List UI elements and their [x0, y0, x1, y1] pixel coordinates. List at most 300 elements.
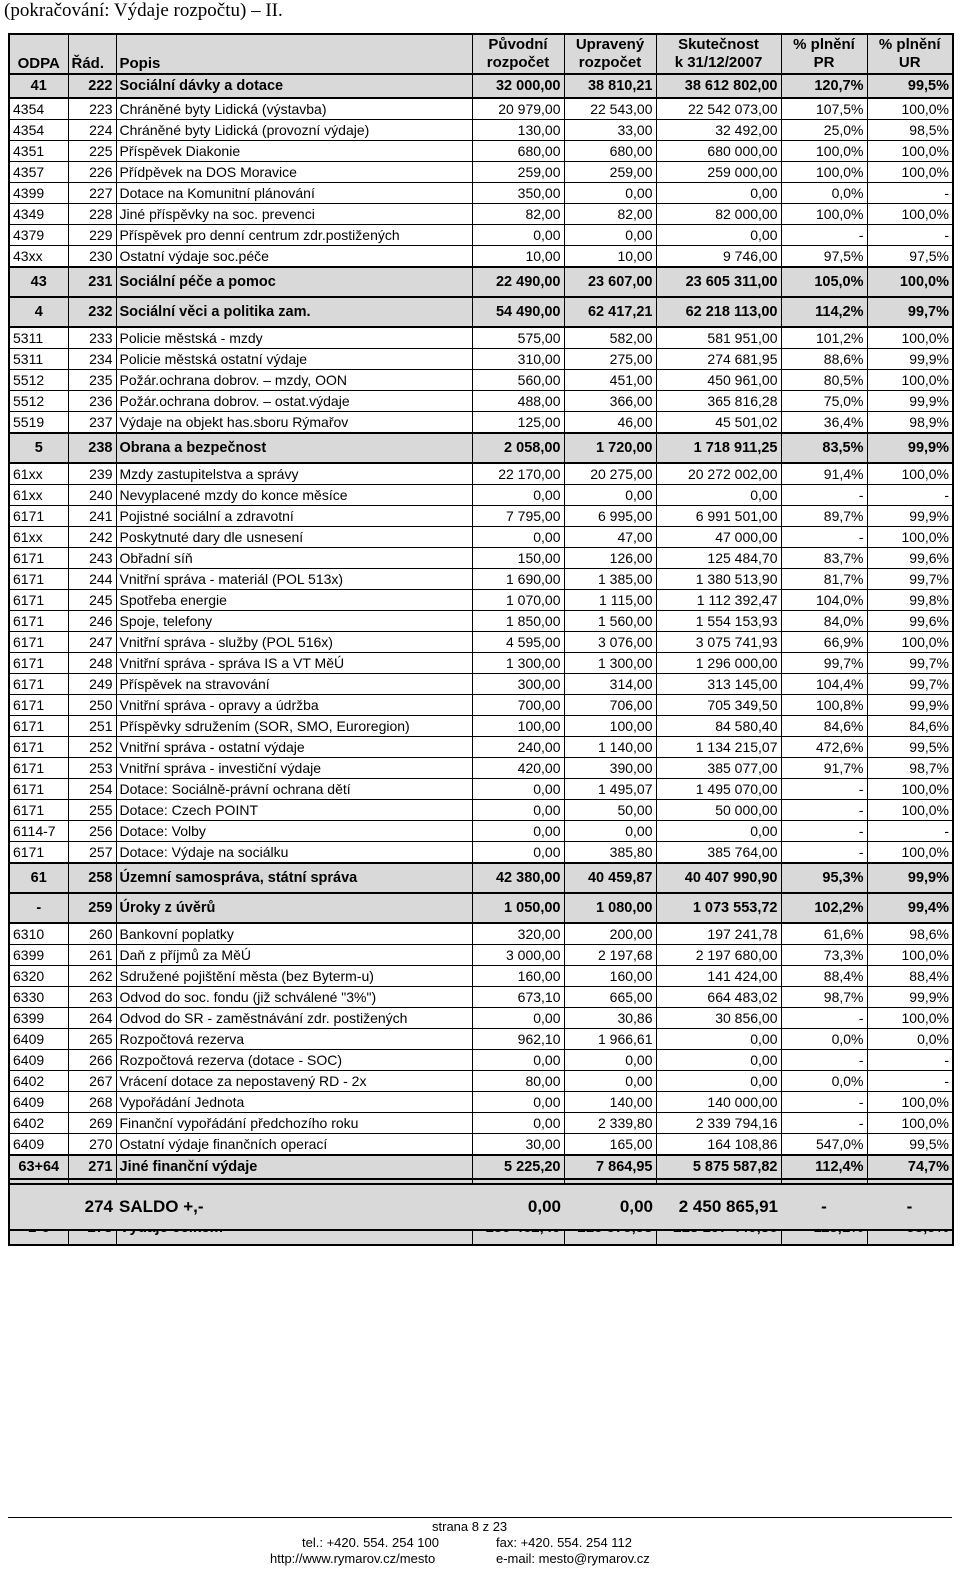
cell-puvodni: 32 000,00: [472, 74, 564, 98]
cell-upraveny: 33,00: [564, 120, 656, 141]
cell-popis: Dotace: Czech POINT: [116, 800, 472, 821]
cell-plneni-pr: 114,2%: [781, 297, 867, 327]
cell-popis: Vnitřní správa - materiál (POL 513x): [116, 569, 472, 590]
saldo-ppr: -: [821, 1197, 827, 1216]
cell-plneni-ur: 100,0%: [867, 327, 953, 349]
cell-odpa: 6399: [9, 945, 68, 966]
cell-skutecnost: 0,00: [656, 821, 781, 842]
cell-plneni-ur: 98,6%: [867, 923, 953, 945]
cell-popis: Dotace: Výdaje na sociálku: [116, 842, 472, 864]
cell-puvodni: 0,00: [472, 821, 564, 842]
cell-skutecnost: 6 991 501,00: [656, 506, 781, 527]
cell-skutecnost: 313 145,00: [656, 674, 781, 695]
cell-puvodni: 80,00: [472, 1071, 564, 1092]
table-row: [9, 183, 953, 204]
cell-plneni-ur: 99,5%: [867, 1134, 953, 1156]
cell-popis: Sociální dávky a dotace: [116, 74, 472, 98]
cell-rad: 260: [68, 923, 116, 945]
table-row: [9, 1071, 953, 1092]
footer-divider: [8, 1517, 952, 1518]
cell-skutecnost: 1 073 553,72: [656, 893, 781, 923]
cell-skutecnost: 62 218 113,00: [656, 297, 781, 327]
cell-popis: Dotace na Komunitní plánování: [116, 183, 472, 204]
cell-rad: 244: [68, 569, 116, 590]
table-row: [9, 945, 953, 966]
cell-rad: 235: [68, 370, 116, 391]
cell-odpa: -: [9, 893, 68, 923]
cell-puvodni: 1 070,00: [472, 590, 564, 611]
cell-popis: Vnitřní správa - služby (POL 516x): [116, 632, 472, 653]
cell-puvodni: 420,00: [472, 758, 564, 779]
cell-plneni-pr: 472,6%: [781, 737, 867, 758]
cell-rad: 256: [68, 821, 116, 842]
table-row: [9, 98, 953, 120]
cell-puvodni: 310,00: [472, 349, 564, 370]
cell-skutecnost: 365 816,28: [656, 391, 781, 412]
cell-popis: Požár.ochrana dobrov. – mzdy, OON: [116, 370, 472, 391]
cell-upraveny: 2 197,68: [564, 945, 656, 966]
cell-plneni-pr: 101,2%: [781, 327, 867, 349]
cell-skutecnost: 0,00: [656, 1050, 781, 1071]
cell-puvodni: 0,00: [472, 1050, 564, 1071]
cell-puvodni: 0,00: [472, 1092, 564, 1113]
header-puvodni: Původní rozpočet: [472, 34, 564, 74]
cell-odpa: 6409: [9, 1050, 68, 1071]
cell-popis: Jiné příspěvky na soc. prevenci: [116, 204, 472, 225]
table-row: [9, 695, 953, 716]
subtotal-row: [9, 433, 953, 463]
cell-upraveny: 47,00: [564, 527, 656, 548]
table-row: [9, 1134, 953, 1156]
page-title: (pokračování: Výdaje rozpočtu) – II.: [4, 0, 283, 21]
saldo-sk: 2 450 865,91: [678, 1197, 778, 1216]
cell-upraveny: 451,00: [564, 370, 656, 391]
cell-upraveny: 10,00: [564, 246, 656, 268]
cell-plneni-ur: 100,0%: [867, 779, 953, 800]
cell-plneni-ur: 100,0%: [867, 141, 953, 162]
cell-plneni-pr: 91,7%: [781, 758, 867, 779]
cell-odpa: 5311: [9, 327, 68, 349]
cell-plneni-pr: 0,0%: [781, 1029, 867, 1050]
cell-plneni-ur: 99,4%: [867, 893, 953, 923]
cell-puvodni: 1 850,00: [472, 611, 564, 632]
cell-plneni-pr: -: [781, 1008, 867, 1029]
cell-popis: Dotace: Volby: [116, 821, 472, 842]
table-row: [9, 1008, 953, 1029]
cell-upraveny: 0,00: [564, 1050, 656, 1071]
cell-puvodni: 0,00: [472, 1008, 564, 1029]
cell-plneni-pr: 84,6%: [781, 716, 867, 737]
cell-upraveny: 1 966,61: [564, 1029, 656, 1050]
cell-skutecnost: 274 681,95: [656, 349, 781, 370]
cell-puvodni: 575,00: [472, 327, 564, 349]
cell-puvodni: 700,00: [472, 695, 564, 716]
cell-skutecnost: 1 380 513,90: [656, 569, 781, 590]
cell-rad: 259: [68, 893, 116, 923]
cell-plneni-pr: -: [781, 800, 867, 821]
cell-odpa: 41: [9, 74, 68, 98]
cell-popis: Vrácení dotace za nepostavený RD - 2x: [116, 1071, 472, 1092]
table-row: [9, 1113, 953, 1134]
cell-upraveny: 23 607,00: [564, 267, 656, 297]
cell-rad: 269: [68, 1113, 116, 1134]
cell-upraveny: 40 459,87: [564, 863, 656, 893]
cell-plneni-ur: 99,9%: [867, 695, 953, 716]
cell-plneni-pr: 104,4%: [781, 674, 867, 695]
cell-upraveny: 1 080,00: [564, 893, 656, 923]
cell-plneni-pr: 75,0%: [781, 391, 867, 412]
cell-puvodni: 1 050,00: [472, 893, 564, 923]
cell-puvodni: 54 490,00: [472, 297, 564, 327]
cell-odpa: 6330: [9, 987, 68, 1008]
cell-plneni-pr: 91,4%: [781, 463, 867, 485]
cell-odpa: 6320: [9, 966, 68, 987]
table-row: [9, 141, 953, 162]
cell-skutecnost: 9 746,00: [656, 246, 781, 268]
cell-popis: Příspěvky sdružením (SOR, SMO, Euroregion): [116, 716, 472, 737]
cell-plneni-ur: 99,9%: [867, 863, 953, 893]
table-row: [9, 758, 953, 779]
cell-upraveny: 0,00: [564, 485, 656, 506]
cell-upraveny: 0,00: [564, 1071, 656, 1092]
cell-rad: 233: [68, 327, 116, 349]
cell-popis: Jiné finanční výdaje: [116, 1155, 472, 1179]
cell-popis: Odvod do soc. fondu (již schválené "3%"): [116, 987, 472, 1008]
table-row: [9, 1029, 953, 1050]
cell-puvodni: 0,00: [472, 1113, 564, 1134]
header-popis: Popis: [116, 34, 472, 74]
cell-odpa: 4: [9, 297, 68, 327]
cell-odpa: 6171: [9, 800, 68, 821]
cell-puvodni: 130,00: [472, 120, 564, 141]
cell-plneni-pr: 0,0%: [781, 1071, 867, 1092]
cell-plneni-ur: 99,9%: [867, 506, 953, 527]
table-row: [9, 463, 953, 485]
cell-upraveny: 7 864,95: [564, 1155, 656, 1179]
cell-skutecnost: 5 875 587,82: [656, 1155, 781, 1179]
cell-odpa: 6402: [9, 1071, 68, 1092]
cell-upraveny: 275,00: [564, 349, 656, 370]
cell-upraveny: 1 720,00: [564, 433, 656, 463]
cell-popis: Příspěvek pro denní centrum zdr.postižených: [116, 225, 472, 246]
cell-popis: Policie městská ostatní výdaje: [116, 349, 472, 370]
table-row: [9, 821, 953, 842]
cell-rad: 245: [68, 590, 116, 611]
cell-skutecnost: 2 339 794,16: [656, 1113, 781, 1134]
cell-popis: Dotace: Sociálně-právní ochrana dětí: [116, 779, 472, 800]
cell-rad: 248: [68, 653, 116, 674]
table-row: [9, 987, 953, 1008]
cell-skutecnost: 705 349,50: [656, 695, 781, 716]
cell-plneni-ur: 100,0%: [867, 1113, 953, 1134]
cell-plneni-pr: 83,7%: [781, 548, 867, 569]
cell-odpa: 6409: [9, 1029, 68, 1050]
cell-plneni-pr: 83,5%: [781, 433, 867, 463]
cell-plneni-ur: 99,6%: [867, 548, 953, 569]
cell-upraveny: 22 543,00: [564, 98, 656, 120]
cell-plneni-ur: 100,0%: [867, 1092, 953, 1113]
cell-rad: 234: [68, 349, 116, 370]
cell-plneni-ur: 99,9%: [867, 433, 953, 463]
cell-skutecnost: 0,00: [656, 485, 781, 506]
cell-plneni-ur: 99,7%: [867, 674, 953, 695]
cell-rad: 242: [68, 527, 116, 548]
table-row: [9, 632, 953, 653]
cell-plneni-ur: 99,9%: [867, 349, 953, 370]
cell-upraveny: 385,80: [564, 842, 656, 864]
cell-skutecnost: 1 554 153,93: [656, 611, 781, 632]
cell-plneni-ur: 100,0%: [867, 463, 953, 485]
cell-plneni-ur: -: [867, 821, 953, 842]
cell-popis: Rozpočtová rezerva: [116, 1029, 472, 1050]
cell-plneni-ur: 99,7%: [867, 653, 953, 674]
cell-plneni-pr: 105,0%: [781, 267, 867, 297]
cell-upraveny: 1 300,00: [564, 653, 656, 674]
cell-upraveny: 30,86: [564, 1008, 656, 1029]
cell-odpa: 6171: [9, 779, 68, 800]
cell-puvodni: 1 690,00: [472, 569, 564, 590]
cell-plneni-ur: 100,0%: [867, 1008, 953, 1029]
cell-rad: 246: [68, 611, 116, 632]
cell-popis: Sdružené pojištění města (bez Byterm-u): [116, 966, 472, 987]
cell-puvodni: 30,00: [472, 1134, 564, 1156]
cell-rad: 261: [68, 945, 116, 966]
cell-plneni-ur: 99,7%: [867, 297, 953, 327]
cell-plneni-ur: 98,9%: [867, 412, 953, 434]
cell-plneni-pr: 61,6%: [781, 923, 867, 945]
cell-rad: 237: [68, 412, 116, 434]
table-row: [9, 391, 953, 412]
cell-rad: 254: [68, 779, 116, 800]
cell-rad: 265: [68, 1029, 116, 1050]
header-plneni-ur: % plnění UR: [867, 34, 953, 74]
cell-odpa: 6171: [9, 695, 68, 716]
cell-plneni-ur: 100,0%: [867, 800, 953, 821]
footer-fax: fax: +420. 554. 254 112: [496, 1535, 633, 1550]
cell-odpa: 6409: [9, 1092, 68, 1113]
cell-skutecnost: 23 605 311,00: [656, 267, 781, 297]
cell-puvodni: 1 300,00: [472, 653, 564, 674]
cell-upraveny: 0,00: [564, 183, 656, 204]
cell-odpa: 6171: [9, 569, 68, 590]
cell-popis: Úroky z úvěrů: [116, 893, 472, 923]
cell-plneni-pr: 120,7%: [781, 74, 867, 98]
cell-rad: 240: [68, 485, 116, 506]
cell-plneni-pr: 97,5%: [781, 246, 867, 268]
table-row: [9, 485, 953, 506]
cell-odpa: 6171: [9, 506, 68, 527]
page-number: strana 8 z 23: [432, 1519, 508, 1534]
cell-odpa: 6409: [9, 1134, 68, 1156]
cell-puvodni: 4 595,00: [472, 632, 564, 653]
cell-popis: Vnitřní správa - investiční výdaje: [116, 758, 472, 779]
cell-plneni-pr: -: [781, 1092, 867, 1113]
cell-plneni-ur: 0,0%: [867, 1029, 953, 1050]
cell-upraveny: 62 417,21: [564, 297, 656, 327]
cell-upraveny: 582,00: [564, 327, 656, 349]
cell-plneni-ur: 100,0%: [867, 162, 953, 183]
cell-skutecnost: 680 000,00: [656, 141, 781, 162]
cell-rad: 222: [68, 74, 116, 98]
cell-plneni-pr: 112,4%: [781, 1155, 867, 1179]
cell-rad: 230: [68, 246, 116, 268]
cell-puvodni: 100,00: [472, 716, 564, 737]
cell-popis: Sociální věci a politika zam.: [116, 297, 472, 327]
cell-plneni-ur: 100,0%: [867, 527, 953, 548]
cell-odpa: 61: [9, 863, 68, 893]
footer-web-link[interactable]: http://www.rymarov.cz/mesto: [270, 1551, 436, 1566]
cell-plneni-pr: 66,9%: [781, 632, 867, 653]
cell-popis: Vypořádání Jednota: [116, 1092, 472, 1113]
cell-popis: Vnitřní správa - opravy a údržba: [116, 695, 472, 716]
cell-upraveny: 6 995,00: [564, 506, 656, 527]
cell-odpa: 61xx: [9, 463, 68, 485]
cell-popis: Příspěvek Diakonie: [116, 141, 472, 162]
cell-odpa: 5519: [9, 412, 68, 434]
cell-upraveny: 1 115,00: [564, 590, 656, 611]
cell-rad: 255: [68, 800, 116, 821]
cell-plneni-ur: 74,7%: [867, 1155, 953, 1179]
cell-plneni-pr: -: [781, 1113, 867, 1134]
cell-upraveny: 38 810,21: [564, 74, 656, 98]
cell-puvodni: 125,00: [472, 412, 564, 434]
cell-plneni-ur: 100,0%: [867, 370, 953, 391]
cell-rad: 224: [68, 120, 116, 141]
cell-popis: Chráněné byty Lidická (provozní výdaje): [116, 120, 472, 141]
table-row: [9, 246, 953, 268]
cell-rad: 251: [68, 716, 116, 737]
cell-upraveny: 314,00: [564, 674, 656, 695]
cell-odpa: 43xx: [9, 246, 68, 268]
cell-popis: Obřadní síň: [116, 548, 472, 569]
cell-plneni-pr: 100,0%: [781, 141, 867, 162]
cell-odpa: 6171: [9, 737, 68, 758]
cell-puvodni: 560,00: [472, 370, 564, 391]
saldo-rad: 274: [84, 1197, 113, 1216]
cell-plneni-pr: 99,7%: [781, 653, 867, 674]
table-row: [9, 349, 953, 370]
cell-puvodni: 0,00: [472, 800, 564, 821]
cell-upraveny: 165,00: [564, 1134, 656, 1156]
cell-skutecnost: 385 077,00: [656, 758, 781, 779]
cell-odpa: 6171: [9, 758, 68, 779]
cell-rad: 252: [68, 737, 116, 758]
cell-upraveny: 3 076,00: [564, 632, 656, 653]
cell-popis: Příspěvek na stravování: [116, 674, 472, 695]
cell-plneni-pr: -: [781, 1050, 867, 1071]
footer-email-link[interactable]: e-mail: mesto@rymarov.cz: [496, 1551, 650, 1566]
cell-rad: 231: [68, 267, 116, 297]
cell-plneni-ur: 100,0%: [867, 267, 953, 297]
subtotal-row: [9, 1155, 953, 1179]
cell-puvodni: 673,10: [472, 987, 564, 1008]
cell-popis: Obrana a bezpečnost: [116, 433, 472, 463]
cell-rad: 226: [68, 162, 116, 183]
cell-plneni-pr: 88,6%: [781, 349, 867, 370]
cell-popis: Výdaje na objekt has.sboru Rýmařov: [116, 412, 472, 434]
cell-popis: Vnitřní správa - ostatní výdaje: [116, 737, 472, 758]
cell-skutecnost: 664 483,02: [656, 987, 781, 1008]
cell-skutecnost: 450 961,00: [656, 370, 781, 391]
cell-plneni-pr: -: [781, 779, 867, 800]
subtotal-row: [9, 893, 953, 923]
cell-rad: 229: [68, 225, 116, 246]
cell-skutecnost: 259 000,00: [656, 162, 781, 183]
footer-tel: tel.: +420. 554. 254 100: [302, 1535, 439, 1550]
cell-skutecnost: 0,00: [656, 183, 781, 204]
header-skutecnost: Skutečnost k 31/12/2007: [656, 34, 781, 74]
table-row: [9, 225, 953, 246]
cell-skutecnost: 40 407 990,90: [656, 863, 781, 893]
cell-skutecnost: 1 296 000,00: [656, 653, 781, 674]
cell-upraveny: 390,00: [564, 758, 656, 779]
cell-plneni-pr: -: [781, 485, 867, 506]
cell-plneni-ur: 98,7%: [867, 758, 953, 779]
cell-puvodni: 300,00: [472, 674, 564, 695]
cell-skutecnost: 47 000,00: [656, 527, 781, 548]
cell-rad: 239: [68, 463, 116, 485]
subtotal-row: [9, 74, 953, 98]
table-row: [9, 506, 953, 527]
cell-rad: 241: [68, 506, 116, 527]
cell-plneni-pr: 73,3%: [781, 945, 867, 966]
cell-upraveny: 140,00: [564, 1092, 656, 1113]
cell-plneni-pr: 104,0%: [781, 590, 867, 611]
cell-odpa: 61xx: [9, 527, 68, 548]
cell-plneni-ur: 100,0%: [867, 945, 953, 966]
cell-plneni-ur: 100,0%: [867, 204, 953, 225]
header-plneni-pr: % plnění PR: [781, 34, 867, 74]
saldo-ur: 0,00: [619, 1197, 653, 1216]
cell-plneni-ur: 97,5%: [867, 246, 953, 268]
cell-rad: 263: [68, 987, 116, 1008]
cell-plneni-pr: 88,4%: [781, 966, 867, 987]
saldo-pur: -: [906, 1197, 913, 1216]
cell-upraveny: 665,00: [564, 987, 656, 1008]
cell-plneni-ur: 99,9%: [867, 391, 953, 412]
cell-upraveny: 0,00: [564, 225, 656, 246]
cell-plneni-ur: 84,6%: [867, 716, 953, 737]
saldo-pr: 0,00: [527, 1197, 561, 1216]
cell-rad: 225: [68, 141, 116, 162]
cell-plneni-pr: 95,3%: [781, 863, 867, 893]
cell-rad: 258: [68, 863, 116, 893]
cell-odpa: 6171: [9, 548, 68, 569]
cell-odpa: 5512: [9, 370, 68, 391]
cell-odpa: 6171: [9, 842, 68, 864]
table-row: [9, 842, 953, 864]
cell-skutecnost: 84 580,40: [656, 716, 781, 737]
table-row: [9, 162, 953, 183]
cell-rad: 238: [68, 433, 116, 463]
cell-skutecnost: 50 000,00: [656, 800, 781, 821]
cell-upraveny: 680,00: [564, 141, 656, 162]
table-row: [9, 800, 953, 821]
cell-plneni-pr: 0,0%: [781, 183, 867, 204]
cell-plneni-ur: 100,0%: [867, 632, 953, 653]
cell-puvodni: 22 170,00: [472, 463, 564, 485]
cell-puvodni: 259,00: [472, 162, 564, 183]
subtotal-row: [9, 297, 953, 327]
cell-skutecnost: 140 000,00: [656, 1092, 781, 1113]
cell-puvodni: 0,00: [472, 527, 564, 548]
cell-popis: Daň z příjmů za MěÚ: [116, 945, 472, 966]
cell-skutecnost: 82 000,00: [656, 204, 781, 225]
cell-plneni-pr: 81,7%: [781, 569, 867, 590]
cell-odpa: 6171: [9, 590, 68, 611]
cell-upraveny: 1 495,07: [564, 779, 656, 800]
cell-plneni-ur: 99,7%: [867, 569, 953, 590]
